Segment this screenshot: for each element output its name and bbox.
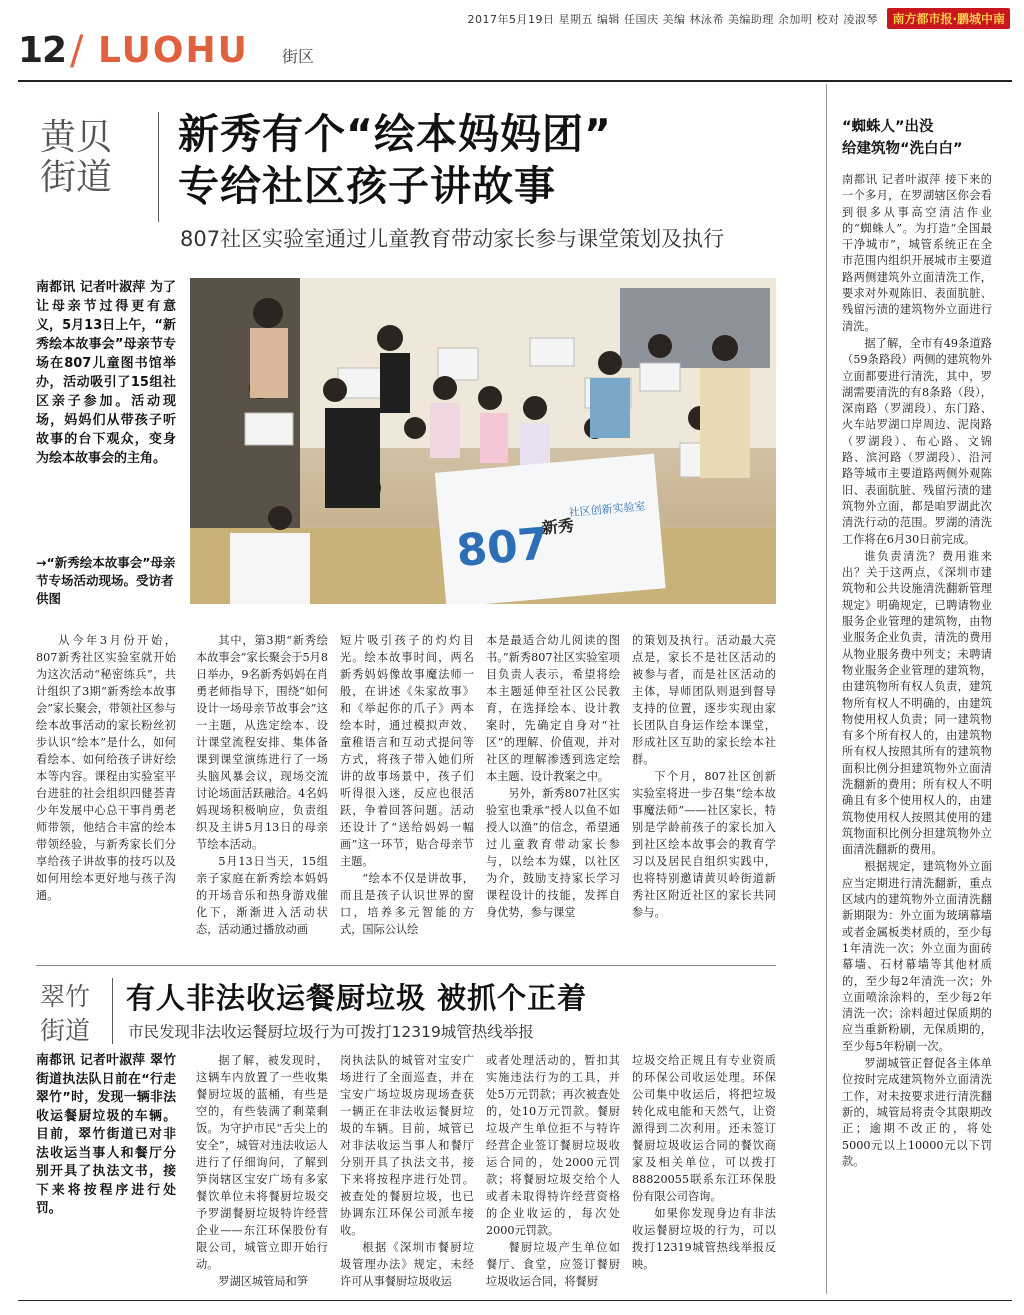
story2-lead: 南都讯 记者叶淑萍 翠竹街道执法队日前在“行走翠竹”时，发现一辆非法收运餐厨垃圾的车辆。目前，翠竹街道已对非法收运当事人和餐厅分别开具了执法文书，接下来将按程序进行处罚。 [36,1053,176,1216]
story1-col3-p1: 短片吸引孩子的灼灼目光。绘本故事时间，两名新秀妈妈像故事魔法师一般，在讲述《朱家故事》和《举起你的爪子》两本绘本时，通过模拟声效、童稚语言和互动式提问等方式，将孩子带入她们所讲的故事场景中，孩子们听得很入迷，反应也很活跃，争着回答问题。活动还设计了“送给妈妈一幅画”这一环节，贴合母亲节主题。 [340,634,474,868]
story1-col5-p1: 的策划及执行。活动最大亮点是，家长不是社区活动的被参与者，而是社区活动的主体，导师团队则退到督导支持的位置，逐步实现由家长团队自身运作绘本课堂，形成社区互助的家长绘本社群。 [632,634,776,766]
sidebar-paragraph: 谁负责清洗？费用谁来出？关于这两点，《深圳市建筑物和公共设施清洗翻新管理规定》明确规定，已聘请物业服务企业管理的建筑物，由物业服务企业负责，清洗的费用从物业服务费中列支；未聘请物业服务企业管理的建筑物，由建筑物所有权人负责，建筑物所有权人不明确的，由建筑物使用权人负责；同一建筑物有多个所有权人的，由建筑物所有权人按照其所有的建筑物面积比例分担建筑物外立面清洗翻新的费用；所有权人不明确且有多个使用权人的，由建筑物使用权人按照其使用的建筑物面积比例分担建筑物外立面清洗翻新的费用。 [842,549,992,857]
story2-col2-p2: 根据《深圳市餐厨垃圾管理办法》规定，未经许可从事餐厨垃圾收运 [340,1241,474,1288]
story2-col1 [196,1052,328,1290]
banner-number: 807 [454,518,551,578]
story-separator [36,965,776,966]
section-cn: 街区 [282,47,315,66]
story2-col4-p2: 如果你发现身边有非法收运餐厨垃圾的行为，可以拨打12319城管热线举报反映。 [632,1207,776,1271]
banner-text2: 社区创新实验室 [568,499,647,520]
story2-col1-p1: 据了解，被发现时，这辆车内放置了一些收集餐厨垃圾的蓝桶，有些是空的，有些装满了剩菜剩饭。为守护市民“舌尖上的安全”，城管对违法收运人进行了仔细询问，了解到笋岗辖区宝安广场有多家餐饮单位未将餐厨垃圾交予罗湖餐厨垃圾特许经营企业——东江环保股份有限公司，城管立即开始行动。 [196,1054,328,1271]
story2-col1-p2: 罗湖区城管局和笋 [218,1275,308,1288]
story1-col3-p2: “绘本不仅是讲故事，而且是孩子认识世界的窗口，培养多元智能的方式，国际公认绘 [340,872,474,936]
sidebar-paragraph: 罗湖城管正督促各主体单位按时完成建筑物外立面清洗工作，对未按要求进行清洗翻新的，城管局将责令其限期改正；逾期不改正的，将处5000元以上10000元以下罚款。 [842,1057,992,1168]
sidebar-paragraph: 据了解，全市有49条道路（59条路段）两侧的建筑物外立面都要进行清洗，其中，罗湖需要清洗的有8条路（段），深南路（罗湖段）、东门路、火车站罗湖口岸周边、泥岗路（罗湖段）、布心路、文锦路、滨河路（罗湖段）、沿河路等城市主要道路两侧外观陈旧、表面肮脏、残留污渍的建筑物外立面，都是咱罗湖此次清洗行动的范围。罗湖的清洗工作将在6月30日前完成。 [842,336,992,546]
story1-col4-p2: 另外，新秀807社区实验室也秉承“授人以鱼不如授人以渔”的信念，希望通过儿童教育带动家长参与，以绘本为媒，以社区为介，鼓励支持家长学习课程设计的技能，发挥自身优势，参与课堂 [486,787,620,919]
story2-col3-p2: 餐厨垃圾产生单位如餐厅、食堂，应签订餐厨垃圾收运合同，将餐厨 [486,1241,620,1288]
story1-headline: 新秀有个“绘本妈妈团” 专给社区孩子讲故事 [178,110,612,210]
story2-street-label: 翠竹 街道 [40,982,91,1045]
story2-col3 [486,1052,620,1290]
sidebar-paragraph: 南都讯 记者叶淑萍 接下来的一个多月，在罗湖辖区你会看到很多从事高空清洁作业的“蜘蛛人”。为打造“全国最干净城市”，城管系统正在全市范围内组织开展城市主要道路两侧建筑外立面清洗工作，要求对外观陈旧、表面肮脏、残留污渍的建筑物外立面进行清洗。 [842,173,992,333]
sidebar-paragraph: 根据规定，建筑物外立面应当定期进行清洗翻新，重点区域内的建筑物外立面清洗翻新期限为：外立面为玻璃幕墙或者金属板类材质的，至少每1年清洗一次；外立面为面砖幕墙、石材幕墙等其他材质的，至少每2年清洗一次；外立面喷涂涂料的，至少每2年清洗一次；涂料超过保质期的应当重新粉刷，无保质期的，至少每5年粉刷一次。 [842,860,992,1053]
photo-illustration [190,278,776,604]
slash-divider: / [70,28,84,74]
story2-deck: 市民发现非法收运餐厨垃圾行为可拨打12319城管热线举报 [128,1023,534,1041]
story1-col5-p2: 下个月，807社区创新实验室将进一步召集“绘本故事魔法师”——社区家长，特别是学龄前孩子的家长加入到社区绘本故事会的教育学习以及居民自组织实践中，也将特别邀请黄贝岭街道新秀社区附近社区的家长共同参与。 [632,770,776,919]
header-rule [18,80,1012,82]
story1-col1: 从今年3月份开始，807新秀社区实验室就开始为这次活动“秘密练兵”，共计组织了3期“新秀绘本故事会”家长聚会，带领社区参与绘本故事活动的家长粉丝初步认识“绘本”是什么，如何看绘本、如何给孩子讲好绘本等内容。课程由实验室平台进驻的社会组织四健荟青少年发展中心总干事肖勇老师带领，他结合丰富的绘本带领经验，与新秀家长们分享给孩子讲故事的技巧以及如何用绘本更好地与孩子沟通。 [36,634,176,902]
sidebar-body [842,172,992,1171]
event-photo [190,278,776,604]
story1-col4-p1: 本是最适合幼儿阅读的图书。”新秀807社区实验室项目负责人表示，希望将绘本主题延伸至社区公民教育，在选择绘本、设计教案时，先确定自身对“社区”的理解、价值观，并对社区的理解渗透到选定绘本主题、设计教案之中。 [486,634,620,783]
story2-col4-p1: 垃圾交给正规且有专业资质的环保公司收运处理。环保公司集中收运后，将把垃圾转化成电能和天然气，让资源得到二次利用。还未签订餐厨垃圾收运合同的餐饮商家及相关单位，可以拨打88820055联系东江环保股份有限公司咨询。 [632,1054,776,1203]
page-header-bar [20,8,1010,28]
newspaper-logo: 南方都市报·鹏城中南 [887,8,1010,29]
story1-street-label: 黄贝 街道 [40,117,113,198]
page-number: 12 [18,30,67,71]
story1-col2 [196,632,328,938]
column-divider [826,84,827,1294]
story1-col2-p2: 5月13日当天，15组亲子家庭在新秀绘本妈妈的开场音乐和热身游戏催化下，渐渐进入活动状态，活动通过播放动画 [196,855,328,936]
header-meta: 2017年5月19日 星期五 编辑 任国庆 美编 林泳希 美编助理 余加明 校对 凌淑琴 [467,12,878,26]
story2-col3-p1: 或者处理活动的，暂扣其实施违法行为的工具，并处5万元罚款；再次被查处的，处10万元罚款。餐厨垃圾产生单位拒不与特许经营企业签订餐厨垃圾收运合同的，处2000元罚款；将餐厨垃圾交给个人或者未取得特许经营资格的企业收运的，每次处2000元罚款。 [486,1054,620,1237]
story1-col5 [632,632,776,921]
story2-street-rule [112,978,113,1044]
section-name: LUOHU [98,30,249,71]
story1-col4 [486,632,620,921]
story1-street-rule [158,112,159,222]
sidebar-title: “蜘蛛人”出没 给建筑物“洗白白” [842,119,963,157]
banner-text1: 新秀 [541,515,575,538]
story2-headline: 有人非法收运餐厨垃圾 被抓个正着 [126,981,588,1015]
story2-col2-p1: 岗执法队的城管对宝安广场进行了全面巡查，并在宝安广场垃圾房现场查获一辆正在非法收运餐厨垃圾的车辆。目前，城管已对非法收运当事人和餐厅分别开具了执法文书，接下来将按程序进行处罚。被查处的餐厨垃圾，也已协调东江环保公司派车接收。 [340,1054,474,1237]
story1-col3 [340,632,474,938]
story2-col4 [632,1052,776,1273]
story2-col2 [340,1052,474,1290]
story1-lead: 南都讯 记者叶淑萍 为了让母亲节过得更有意义，5月13日上午，“新秀绘本故事会”母亲节专场在807儿童图书馆举办，活动吸引了15组社区亲子参加。活动现场，妈妈们从带孩子听故事的台下观众，变身为绘本故事会的主角。 [36,280,176,466]
footer-rule [18,1300,1012,1301]
photo-caption: →“新秀绘本故事会”母亲节专场活动现场。受访者供图 [36,555,176,606]
story1-deck: 807社区实验室通过儿童教育带动家长参与课堂策划及执行 [180,227,725,251]
story1-col2-p1: 其中，第3期“新秀绘本故事会”家长聚会于5月8日举办，9名新秀妈妈在肖勇老师指导下，围绕“如何设计一场母亲节故事会”这一主题，从选定绘本、设计课堂流程安排、集体备课到课堂演练进行了一场头脑风暴会议，现场交流讨论场面活跃融洽。4名妈妈现场积极响应，负责组织及主讲5月13日的母亲节绘本活动。 [196,634,328,851]
